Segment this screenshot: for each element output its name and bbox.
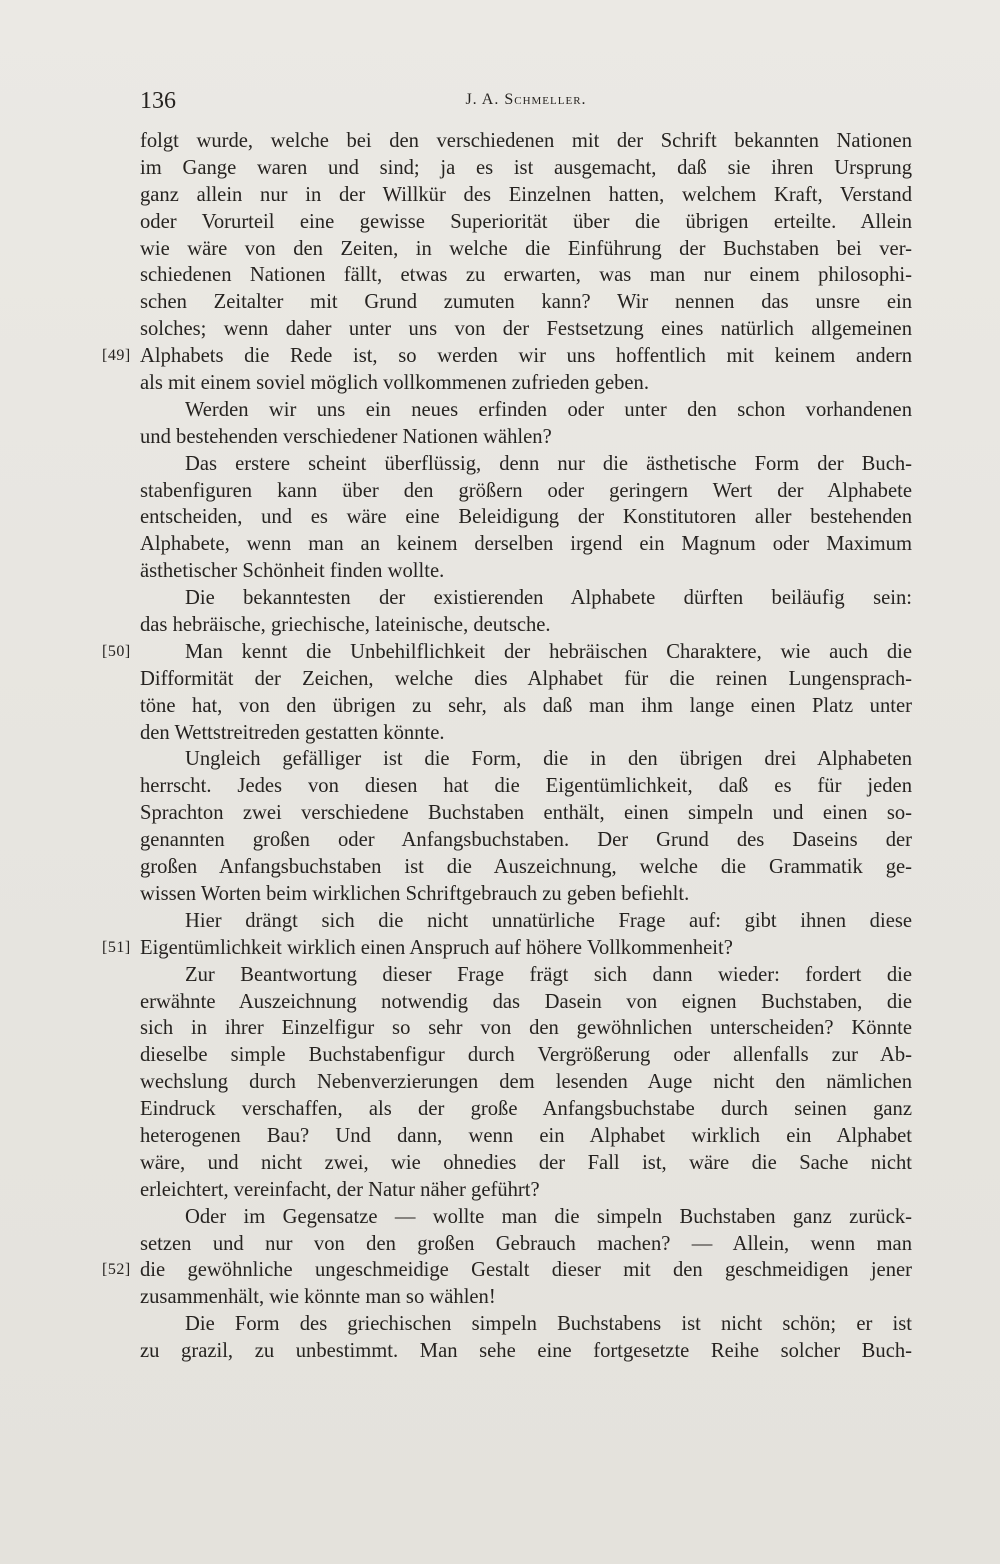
text-line bbox=[140, 397, 912, 424]
text-line bbox=[140, 854, 912, 881]
margin-page-ref: [49] bbox=[102, 347, 131, 365]
running-head: J. A. Schmeller. bbox=[465, 91, 587, 108]
text-line bbox=[102, 935, 912, 962]
line-text: das hebräische, griechische, lateinische, deutsche. bbox=[140, 614, 551, 637]
text-line bbox=[140, 693, 912, 720]
text-line bbox=[140, 1177, 912, 1204]
line-text: Man kennt die Unbehilflichkeit der hebräischen Charaktere, wie auch die bbox=[185, 640, 912, 663]
line-text: erwähnte Auszeichnung notwendig das Dasein von eignen Buchstaben, die bbox=[140, 990, 912, 1013]
line-text: ganz allein nur in der Willkür des Einzelnen hatten, welchem Kraft, Verstand bbox=[140, 183, 912, 206]
text-line bbox=[140, 720, 912, 747]
text-line bbox=[140, 451, 912, 478]
line-text: entscheiden, und es wäre eine Beleidigung der Konstitutoren aller bestehenden bbox=[140, 506, 912, 529]
text-line bbox=[140, 1096, 912, 1123]
line-text: wissen Worten beim wirklichen Schriftgebrauch zu geben befiehlt. bbox=[140, 882, 690, 905]
text-line bbox=[140, 908, 912, 935]
text-line bbox=[140, 989, 912, 1016]
page-header bbox=[140, 88, 912, 118]
text-line bbox=[140, 800, 912, 827]
line-text: wäre, und nicht zwei, wie ohnedies der Fall ist, wäre die Sache nicht bbox=[140, 1151, 912, 1174]
margin-page-ref: [50] bbox=[102, 642, 131, 660]
line-text: stabenfiguren kann über den größern oder geringern Wert der Alphabete bbox=[140, 479, 912, 502]
text-line bbox=[140, 827, 912, 854]
text-line bbox=[140, 1338, 912, 1365]
line-text: oder Vorurteil eine gewisse Superiorität über die übrigen erteilte. Allein bbox=[140, 210, 912, 233]
text-line bbox=[140, 1123, 912, 1150]
line-text: wie wäre von den Zeiten, in welche die Einführung der Buchstaben bei ver- bbox=[140, 237, 912, 260]
text-line bbox=[140, 1069, 912, 1096]
text-line bbox=[140, 478, 912, 505]
text-line bbox=[140, 1231, 912, 1258]
text-line bbox=[140, 746, 912, 773]
line-text: zusammenhält, wie könnte man so wählen! bbox=[140, 1286, 496, 1309]
text-line bbox=[140, 182, 912, 209]
text-line bbox=[140, 773, 912, 800]
text-line bbox=[140, 424, 912, 451]
text-line bbox=[140, 370, 912, 397]
text-line bbox=[140, 155, 912, 182]
margin-page-ref: [51] bbox=[102, 938, 131, 956]
text-line bbox=[140, 531, 912, 558]
text-line bbox=[140, 1204, 912, 1231]
text-line bbox=[102, 639, 912, 666]
text-line bbox=[140, 262, 912, 289]
line-text: genannten großen oder Anfangsbuchstaben. Der Grund des Daseins der bbox=[140, 829, 912, 852]
line-text: Difformität der Zeichen, welche dies Alphabet für die reinen Lungensprach- bbox=[140, 667, 912, 690]
body-text bbox=[102, 128, 912, 1365]
line-text: Zur Beantwortung dieser Frage frägt sich dann wieder: fordert die bbox=[185, 963, 912, 986]
line-text: sich in ihrer Einzelfigur so sehr von den gewöhnlichen unterscheiden? Könnte bbox=[140, 1017, 912, 1040]
text-line bbox=[102, 343, 912, 370]
text-line bbox=[140, 1150, 912, 1177]
line-text: Alphabete, wenn man an keinem derselben irgend ein Magnum oder Maximum bbox=[140, 533, 912, 556]
line-text: wechslung durch Nebenverzierungen dem lesenden Auge nicht den nämlichen bbox=[140, 1071, 912, 1094]
text-line bbox=[140, 289, 912, 316]
line-text: Oder im Gegensatze — wollte man die simpeln Buchstaben ganz zurück- bbox=[185, 1205, 912, 1228]
text-line bbox=[140, 1284, 912, 1311]
line-text: zu grazil, zu unbestimmt. Man sehe eine fortgesetzte Reihe solcher Buch- bbox=[140, 1340, 912, 1363]
text-line bbox=[140, 128, 912, 155]
line-text: herrscht. Jedes von diesen hat die Eigentümlichkeit, daß es für jeden bbox=[140, 775, 912, 798]
page-number: 136 bbox=[140, 88, 176, 114]
text-line bbox=[140, 585, 912, 612]
line-text: und bestehenden verschiedener Nationen wählen? bbox=[140, 425, 552, 448]
line-text: den Wettstreitreden gestatten könnte. bbox=[140, 721, 445, 744]
text-line bbox=[140, 316, 912, 343]
line-text: ästhetischer Schönheit finden wollte. bbox=[140, 560, 445, 583]
line-text: die gewöhnliche ungeschmeidige Gestalt dieser mit den geschmeidigen jener bbox=[140, 1259, 912, 1282]
line-text: Die bekanntesten der existierenden Alphabete dürften beiläufig sein: bbox=[185, 587, 912, 610]
line-text: als mit einem soviel möglich vollkommenen zufrieden geben. bbox=[140, 372, 649, 395]
text-line bbox=[102, 1257, 912, 1284]
line-text: folgt wurde, welche bei den verschiedenen mit der Schrift bekannten Nationen bbox=[140, 130, 912, 152]
text-line bbox=[140, 612, 912, 639]
line-text: dieselbe simple Buchstabenfigur durch Vergrößerung oder allenfalls zur Ab- bbox=[140, 1044, 912, 1067]
text-line bbox=[140, 209, 912, 236]
line-text: Hier drängt sich die nicht unnatürliche Frage auf: gibt ihnen diese bbox=[185, 909, 912, 932]
line-text: Werden wir uns ein neues erfinden oder unter den schon vorhandenen bbox=[185, 398, 912, 421]
line-text: Alphabets die Rede ist, so werden wir uns hoffentlich mit keinem andern bbox=[140, 345, 912, 368]
line-text: Das erstere scheint überflüssig, denn nur die ästhetische Form der Buch- bbox=[185, 452, 912, 475]
margin-page-ref: [52] bbox=[102, 1261, 131, 1279]
line-text: im Gange waren und sind; ja es ist ausgemacht, daß sie ihren Ursprung bbox=[140, 156, 912, 179]
text-line bbox=[140, 236, 912, 263]
line-text: Sprachton zwei verschiedene Buchstaben enthält, einen simpeln und einen so- bbox=[140, 802, 912, 825]
line-text: schiedenen Nationen fällt, etwas zu erwarten, was man nur einem philosophi- bbox=[140, 264, 912, 287]
line-text: großen Anfangsbuchstaben ist die Auszeichnung, welche die Grammatik ge- bbox=[140, 856, 912, 879]
text-line bbox=[140, 1042, 912, 1069]
line-text: solches; wenn daher unter uns von der Festsetzung eines natürlich allgemeinen bbox=[140, 318, 912, 341]
line-text: Ungleich gefälliger ist die Form, die in den übrigen drei Alphabeten bbox=[185, 748, 912, 771]
line-text: heterogenen Bau? Und dann, wenn ein Alphabet wirklich ein Alphabet bbox=[140, 1124, 912, 1147]
text-line bbox=[140, 881, 912, 908]
line-text: erleichtert, vereinfacht, der Natur näher geführt? bbox=[140, 1178, 540, 1201]
text-line bbox=[140, 558, 912, 585]
line-text: schen Zeitalter mit Grund zumuten kann? Wir nennen das unsre ein bbox=[140, 291, 912, 314]
line-text: töne hat, von den übrigen zu sehr, als daß man ihm lange einen Platz unter bbox=[140, 694, 912, 717]
text-line bbox=[140, 1015, 912, 1042]
text-line bbox=[140, 1311, 912, 1338]
line-text: Eigentümlichkeit wirklich einen Anspruch auf höhere Vollkommenheit? bbox=[140, 936, 733, 959]
text-line bbox=[140, 666, 912, 693]
line-text: Die Form des griechischen simpeln Buchstabens ist nicht schön; er ist bbox=[185, 1313, 912, 1336]
text-line bbox=[140, 504, 912, 531]
line-text: setzen und nur von den großen Gebrauch machen? — Allein, wenn man bbox=[140, 1232, 912, 1255]
line-text: Eindruck verschaffen, als der große Anfangsbuchstabe durch seinen ganz bbox=[140, 1098, 912, 1121]
text-line bbox=[140, 962, 912, 989]
